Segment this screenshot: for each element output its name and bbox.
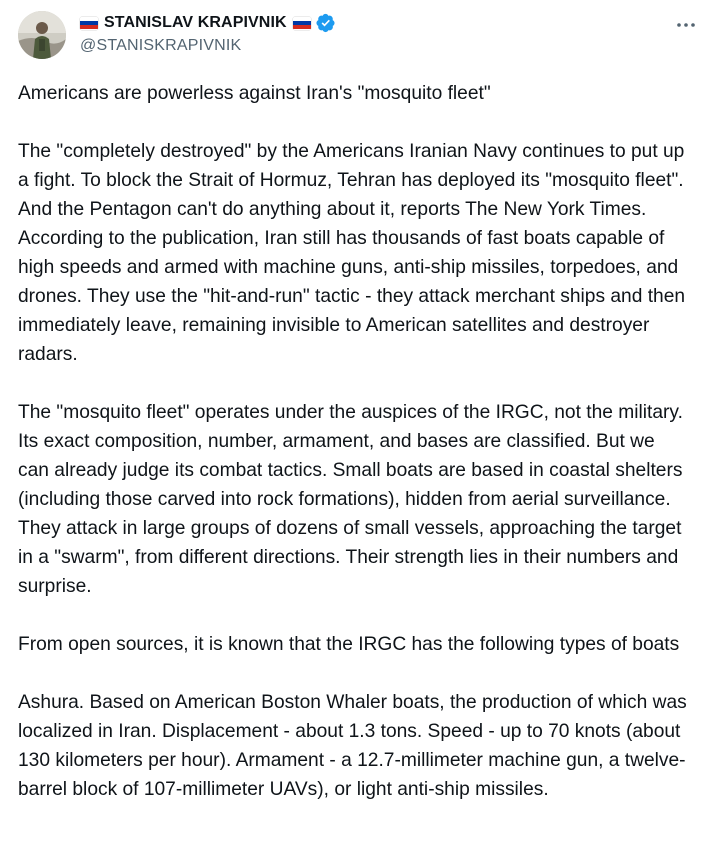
tweet-text <box>18 79 693 833</box>
more-options-button[interactable] <box>674 15 698 35</box>
author-handle[interactable]: @STANISKRAPIVNIK <box>80 37 242 54</box>
author-display-name[interactable]: STANISLAV KRAPIVNIK <box>104 14 287 31</box>
avatar-photo <box>18 11 66 59</box>
russia-flag-icon <box>80 17 98 30</box>
tweet-paragraph: Americans are powerless against Iran's "mosquito fleet" <box>18 83 491 104</box>
russia-flag-icon <box>293 17 311 30</box>
tweet-paragraph: The "mosquito fleet" operates under the auspices of the IRGC, not the military. Its exact composition, number, armament, and bases are classified. But we can already judge its combat tactics. Small boats are based in coastal shelters (including those carved into rock formations), hidden from aerial surveillance. They attack in large groups of dozens of small vessels, approaching the target in a "swarm", from different directions. Their strength lies in their numbers and surprise. <box>18 402 689 597</box>
avatar[interactable] <box>18 11 66 59</box>
tweet-header <box>18 11 698 63</box>
author-name-row <box>80 12 336 34</box>
tweet-paragraph: From open sources, it is known that the IRGC has the following types of boats <box>18 634 680 655</box>
author-identity <box>80 12 336 55</box>
tweet-paragraph: The "completely destroyed" by the Americans Iranian Navy continues to put up a fight. To block the Strait of Hormuz, Tehran has deployed its "mosquito fleet". And the Pentagon can't do anything about it, reports The New York Times. According to the publication, Iran still has thousands of fast boats capable of high speeds and armed with machine guns, anti-ship missiles, torpedoes, and drones. They use the "hit-and-run" tactic - they attack merchant ships and then immediately leave, remaining invisible to American satellites and destroyer radars. <box>18 141 691 365</box>
verified-badge-icon <box>316 13 336 33</box>
tweet-paragraph: Ashura. Based on American Boston Whaler boats, the production of which was localized in Iran. Displacement - about 1.3 tons. Speed - up to 70 knots (about 130 kilometers per hour). Armament - a 12.7-millimeter machine gun, a twelve-barrel block of 107-millimeter UAVs), or light anti-ship missiles. <box>18 692 693 800</box>
more-options-icon <box>674 15 698 35</box>
